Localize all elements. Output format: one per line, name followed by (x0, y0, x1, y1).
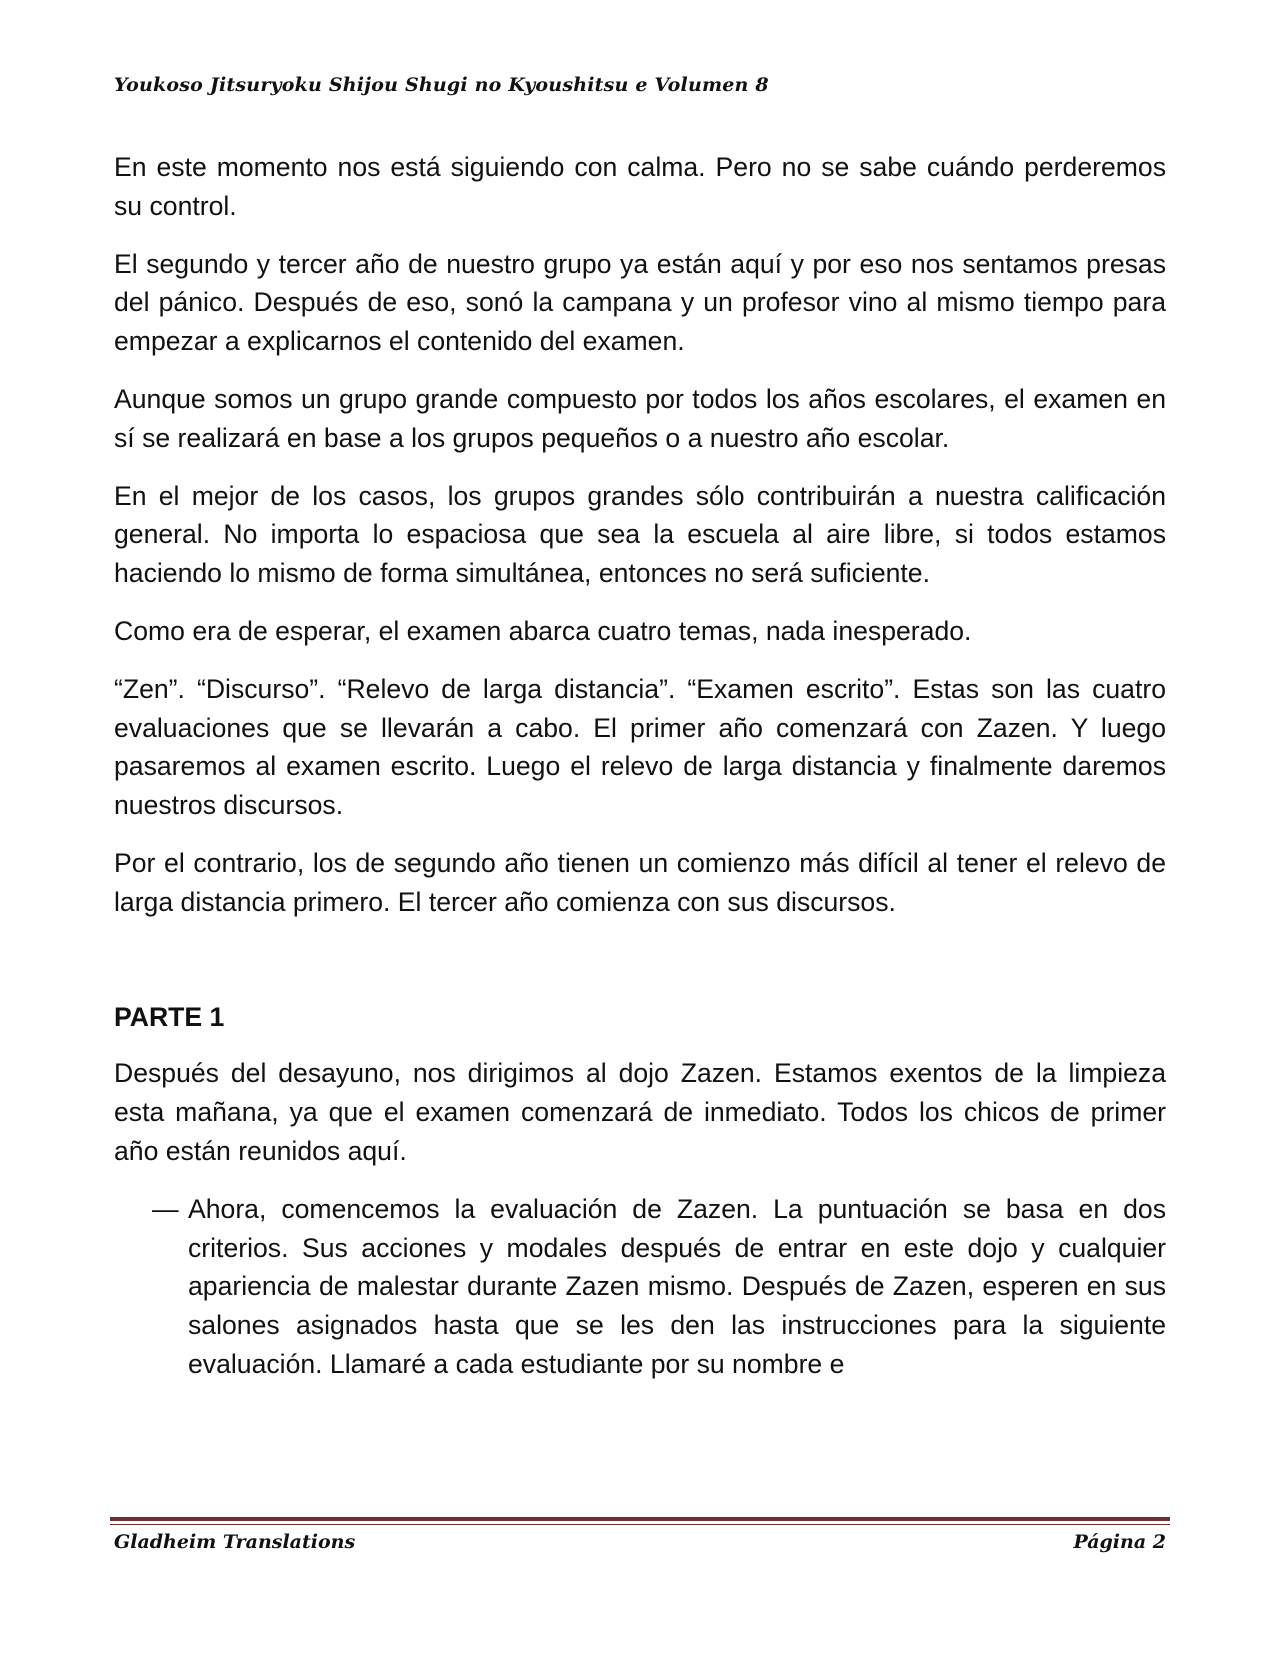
page-body (114, 148, 1166, 1384)
dialogue-dash: — (152, 1193, 179, 1224)
paragraph-5: Como era de esperar, el examen abarca cuatro temas, nada inesperado. (114, 615, 972, 646)
section-paragraph: Después del desayuno, nos dirigimos al dojo Zazen. Estamos exentos de la limpieza esta mañana, ya que el examen comenzará de inmediato. Todos los chicos de primer año están reunidos aquí. (114, 1058, 1166, 1166)
dialogue-text: Ahora, comencemos la evaluación de Zazen. La puntuación se basa en dos criterios. Sus acciones y modales después de entrar en este dojo y cualquier apariencia de malestar durante Zazen mismo. Después de Zazen, esperen en sus salones asignados hasta que se les den las instrucciones para la siguiente evaluación. Llamaré a cada estudiante por su nombre e (188, 1193, 1166, 1379)
footer-rule-thick (110, 1517, 1170, 1521)
section-heading: PARTE 1 (114, 1001, 225, 1032)
paragraph-6: “Zen”. “Discurso”. “Relevo de larga distancia”. “Examen escrito”. Estas son las cuatro evaluaciones que se llevarán a cabo. El primer año comenzará con Zazen. Y luego pasaremos al examen escrito. Luego el relevo de larga distancia y finalmente daremos nuestros discursos. (114, 673, 1166, 821)
paragraph-1: En este momento nos está siguiendo con calma. Pero no se sabe cuándo perderemos su control. (114, 152, 1166, 221)
paragraph-2: El segundo y tercer año de nuestro grupo ya están aquí y por eso nos sentamos presas del pánico. Después de eso, sonó la campana y un profesor vino al mismo tiempo para empezar a explicarnos el contenido del examen. (114, 248, 1166, 357)
dialogue-line (114, 1190, 1166, 1384)
paragraph-7: Por el contrario, los de segundo año tienen un comienzo más difícil al tener el relevo de larga distancia primero. El tercer año comienza con sus discursos. (114, 847, 1166, 917)
page-number: Página 2 (1073, 1531, 1166, 1553)
paragraph-3: Aunque somos un grupo grande compuesto por todos los años escolares, el examen en sí se realizará en base a los grupos pequeños o a nuestro año escolar. (114, 383, 1166, 453)
running-header: Youkoso Jitsuryoku Shijou Shugi no Kyoushitsu e Volumen 8 (114, 74, 769, 96)
footer-credit: Gladheim Translations (114, 1531, 356, 1553)
paragraph-4: En el mejor de los casos, los grupos grandes sólo contribuirán a nuestra calificación general. No importa lo espaciosa que sea la escuela al aire libre, si todos estamos haciendo lo mismo de forma simultánea, entonces no será suficiente. (114, 480, 1166, 589)
footer-rule-thin (110, 1524, 1170, 1525)
